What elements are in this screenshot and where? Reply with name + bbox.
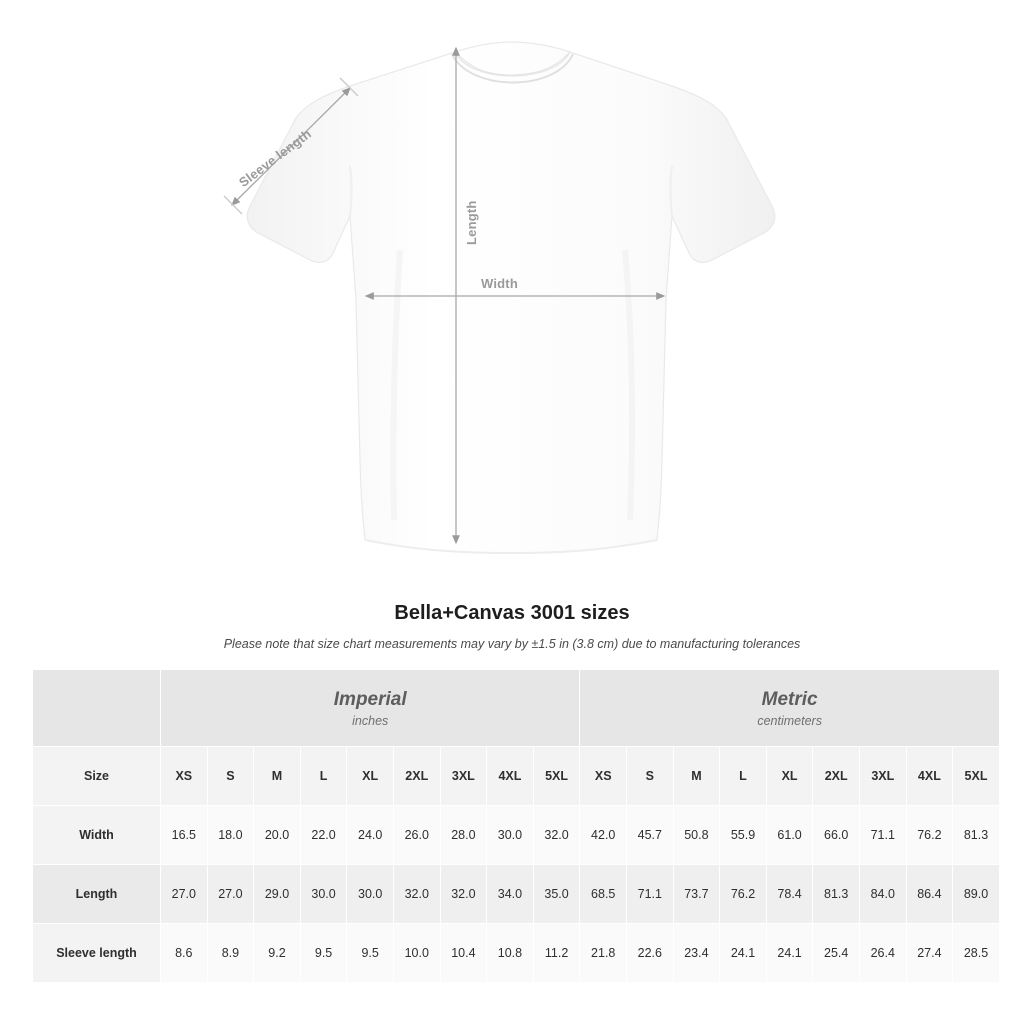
size-header-cell: 4XL <box>487 747 534 806</box>
cell-sleeve-imperial: 9.2 <box>254 924 301 983</box>
cell-sleeve-metric: 22.6 <box>627 924 674 983</box>
cell-width-metric: 71.1 <box>859 806 906 865</box>
size-header-cell: 2XL <box>393 747 440 806</box>
size-header-cell: M <box>673 747 720 806</box>
cell-width-imperial: 24.0 <box>347 806 394 865</box>
tshirt-shape <box>247 42 775 553</box>
metric-sub: centimeters <box>757 714 822 729</box>
table-row <box>33 924 1000 983</box>
cell-sleeve-metric: 24.1 <box>720 924 767 983</box>
cell-sleeve-imperial: 9.5 <box>347 924 394 983</box>
row-label-width: Width <box>33 806 161 865</box>
size-header-cell: 5XL <box>953 747 1000 806</box>
cell-sleeve-metric: 26.4 <box>859 924 906 983</box>
unit-group-metric <box>580 670 999 747</box>
cell-length-imperial: 32.0 <box>440 865 487 924</box>
size-header-cell: 2XL <box>813 747 860 806</box>
tolerance-note: Please note that size chart measurements may vary by ±1.5 in (3.8 cm) due to manufacturing tolerances <box>223 637 801 651</box>
cell-sleeve-metric: 25.4 <box>813 924 860 983</box>
cell-width-imperial: 26.0 <box>393 806 440 865</box>
cell-length-metric: 76.2 <box>720 865 767 924</box>
size-header-cell: 5XL <box>533 747 580 806</box>
cell-sleeve-imperial: 8.9 <box>207 924 254 983</box>
cell-length-imperial: 30.0 <box>347 865 394 924</box>
cell-width-imperial: 32.0 <box>533 806 580 865</box>
cell-length-imperial: 35.0 <box>533 865 580 924</box>
cell-width-metric: 76.2 <box>906 806 953 865</box>
cell-sleeve-imperial: 10.8 <box>487 924 534 983</box>
cell-width-metric: 50.8 <box>673 806 720 865</box>
page-title: Bella+Canvas 3001 sizes <box>394 602 630 624</box>
cell-sleeve-imperial: 9.5 <box>300 924 347 983</box>
cell-width-metric: 45.7 <box>627 806 674 865</box>
metric-name: Metric <box>761 688 818 710</box>
imperial-name: Imperial <box>333 688 407 710</box>
cell-length-imperial: 29.0 <box>254 865 301 924</box>
size-header-cell: XS <box>161 747 208 806</box>
size-header-cell: L <box>300 747 347 806</box>
cell-width-imperial: 28.0 <box>440 806 487 865</box>
table-row <box>33 865 1000 924</box>
cell-length-metric: 81.3 <box>813 865 860 924</box>
cell-length-metric: 73.7 <box>673 865 720 924</box>
unit-group-imperial <box>161 670 580 747</box>
cell-length-imperial: 34.0 <box>487 865 534 924</box>
size-chart-table <box>32 669 1000 983</box>
cell-width-metric: 66.0 <box>813 806 860 865</box>
size-header-cell: XL <box>347 747 394 806</box>
cell-length-metric: 84.0 <box>859 865 906 924</box>
cell-sleeve-metric: 21.8 <box>580 924 627 983</box>
table-row <box>33 806 1000 865</box>
cell-sleeve-imperial: 10.4 <box>440 924 487 983</box>
cell-width-metric: 42.0 <box>580 806 627 865</box>
cell-length-metric: 78.4 <box>766 865 813 924</box>
unit-header-row <box>33 670 1000 747</box>
row-label-sleeve-length: Sleeve length <box>33 924 161 983</box>
cell-length-imperial: 27.0 <box>161 865 208 924</box>
cell-sleeve-imperial: 8.6 <box>161 924 208 983</box>
cell-sleeve-imperial: 11.2 <box>533 924 580 983</box>
cell-sleeve-metric: 28.5 <box>953 924 1000 983</box>
cell-width-imperial: 18.0 <box>207 806 254 865</box>
cell-width-imperial: 22.0 <box>300 806 347 865</box>
length-label: Length <box>464 200 479 245</box>
chart-heading <box>0 602 1024 651</box>
cell-length-metric: 68.5 <box>580 865 627 924</box>
cell-length-imperial: 30.0 <box>300 865 347 924</box>
size-header-cell: XL <box>766 747 813 806</box>
cell-length-imperial: 32.0 <box>393 865 440 924</box>
unit-header-spacer <box>33 670 161 747</box>
size-header-cell: 4XL <box>906 747 953 806</box>
cell-width-imperial: 20.0 <box>254 806 301 865</box>
size-header-cell: 3XL <box>859 747 906 806</box>
cell-width-metric: 81.3 <box>953 806 1000 865</box>
cell-width-imperial: 30.0 <box>487 806 534 865</box>
sleeve-length-label: Sleeve length <box>236 125 315 190</box>
size-header-cell: 3XL <box>440 747 487 806</box>
size-header-cell: S <box>627 747 674 806</box>
cell-length-imperial: 27.0 <box>207 865 254 924</box>
cell-length-metric: 86.4 <box>906 865 953 924</box>
size-header-cell: XS <box>580 747 627 806</box>
size-header-label: Size <box>33 747 161 806</box>
size-header-cell: S <box>207 747 254 806</box>
cell-sleeve-metric: 27.4 <box>906 924 953 983</box>
cell-sleeve-imperial: 10.0 <box>393 924 440 983</box>
row-label-length: Length <box>33 865 161 924</box>
cell-length-metric: 89.0 <box>953 865 1000 924</box>
size-header-cell: L <box>720 747 767 806</box>
size-header-row <box>33 747 1000 806</box>
cell-width-imperial: 16.5 <box>161 806 208 865</box>
size-table-container <box>32 669 992 983</box>
cell-width-metric: 55.9 <box>720 806 767 865</box>
cell-width-metric: 61.0 <box>766 806 813 865</box>
size-header-cell: M <box>254 747 301 806</box>
cell-length-metric: 71.1 <box>627 865 674 924</box>
cell-sleeve-metric: 23.4 <box>673 924 720 983</box>
imperial-sub: inches <box>352 714 389 729</box>
cell-sleeve-metric: 24.1 <box>766 924 813 983</box>
width-label: Width <box>481 276 518 291</box>
